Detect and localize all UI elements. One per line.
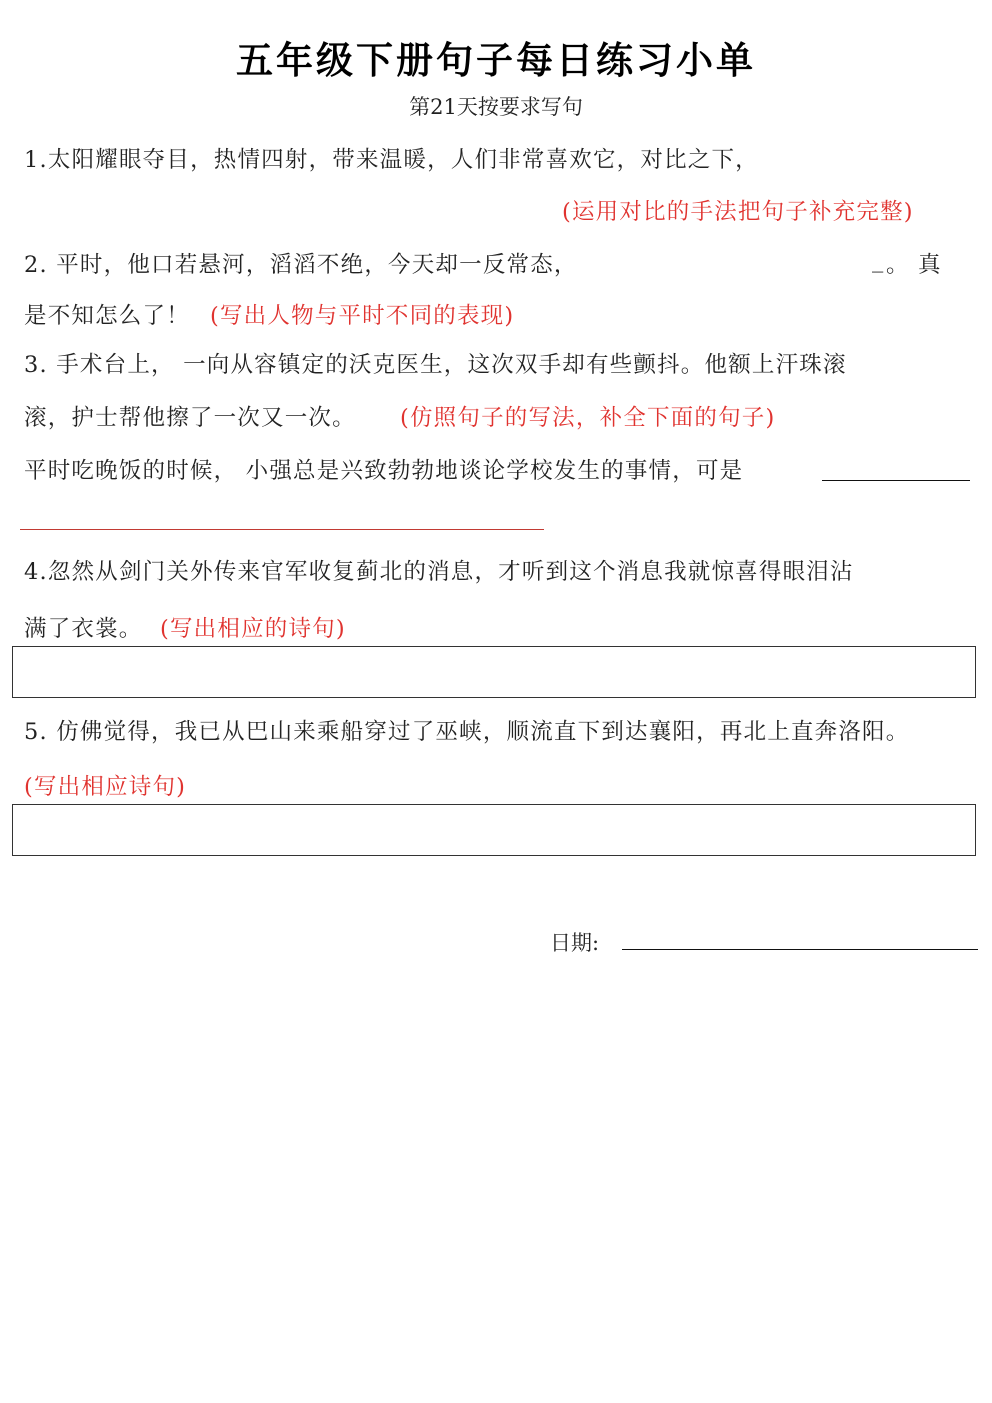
- date-underline[interactable]: [622, 949, 978, 950]
- q3-answer-underline-2[interactable]: [20, 529, 544, 530]
- q1-text: 1.太阳耀眼夺目，热情四射，带来温暖，人们非常喜欢它，对比之下，: [24, 147, 759, 173]
- q4-answer-box[interactable]: [12, 646, 976, 698]
- q5-answer-box[interactable]: [12, 804, 976, 856]
- q2-blank-mark: _: [872, 247, 885, 273]
- q2-line1-start: 2. 平时，他口若悬河，滔滔不绝，今天却一反常态，: [24, 252, 578, 278]
- q3-line2: 滚，护士帮他擦了一次又一次。: [24, 405, 356, 431]
- date-label: 日期:: [550, 931, 600, 955]
- q4-line2: 满了衣裳。: [24, 616, 143, 642]
- q3-answer-underline[interactable]: [822, 480, 970, 481]
- q3-hint: (仿照句子的写法，补全下面的句子): [400, 405, 776, 431]
- q4-line1: 4.忽然从剑门关外传来官军收复蓟北的消息，才听到这个消息我就惊喜得眼泪沾: [24, 559, 854, 585]
- q2-line2: 是不知怎么了！: [24, 303, 190, 329]
- q2-line1-end: 。 真: [886, 252, 942, 278]
- q2-hint: (写出人物与平时不同的表现): [210, 303, 515, 329]
- q4-hint: (写出相应的诗句): [160, 616, 346, 642]
- q1-hint: (运用对比的手法把句子补充完整): [562, 199, 914, 225]
- page-subtitle: 第21天按要求写句: [409, 95, 583, 119]
- page-title: 五年级下册句子每日练习小单: [236, 39, 756, 82]
- q3-line3: 平时吃晚饭的时候， 小强总是兴致勃勃地谈论学校发生的事情，可是: [24, 458, 744, 484]
- q3-line1: 3. 手术台上， 一向从容镇定的沃克医生，这次双手却有些颤抖。他额上汗珠滚: [24, 352, 847, 378]
- q5-line1: 5. 仿佛觉得，我已从巴山来乘船穿过了巫峡，顺流直下到达襄阳，再北上直奔洛阳。: [24, 719, 910, 745]
- q5-hint: (写出相应诗句): [24, 774, 187, 800]
